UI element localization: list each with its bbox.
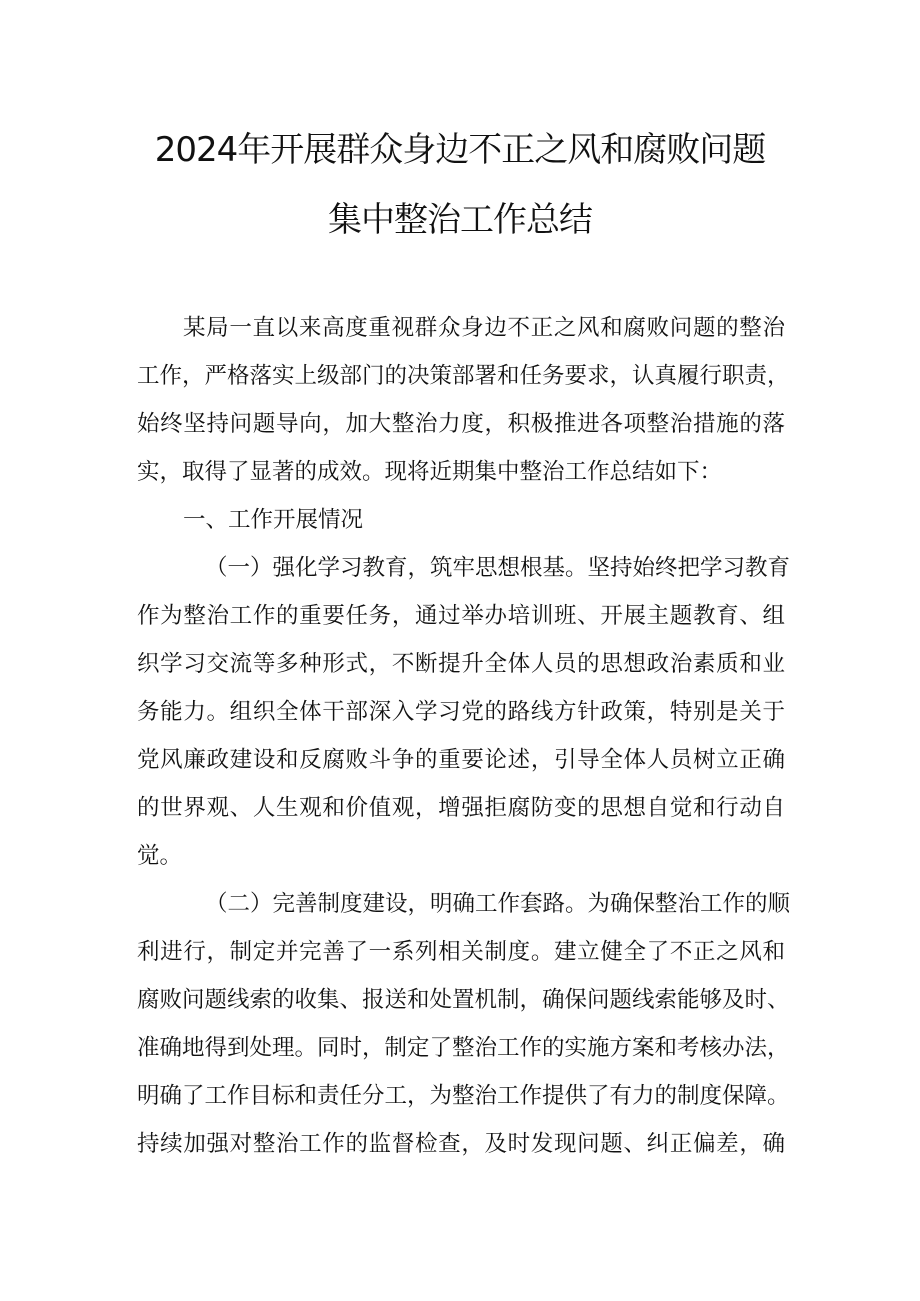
para1-line-6: 的世界观、人生观和价值观，增强拒腐防变的思想自觉和行动自 — [137, 795, 785, 821]
para1-line-5: 党风廉政建设和反腐败斗争的重要论述，引导全体人员树立正确 — [137, 747, 785, 773]
intro-line-2: 工作，严格落实上级部门的决策部署和任务要求，认真履行职责， — [137, 363, 790, 389]
para2-line-1: （二）完善制度建设，明确工作套路。为确保整治工作的顺 — [205, 891, 791, 917]
para2-line-4: 准确地得到处理。同时，制定了整治工作的实施方案和考核办法， — [137, 1035, 790, 1061]
section-heading: 一、工作开展情况 — [183, 507, 364, 533]
para2-line-2: 利进行，制定并完善了一系列相关制度。建立健全了不正之风和 — [137, 939, 785, 965]
para2-line-5: 明确了工作目标和责任分工，为整治工作提供了有力的制度保障。 — [137, 1083, 790, 1109]
para1-line-3: 织学习交流等多种形式，不断提升全体人员的思想政治素质和业 — [137, 651, 785, 677]
document-title-line-2: 集中整治工作总结 — [328, 200, 592, 240]
para1-line-4: 务能力。组织全体干部深入学习党的路线方针政策，特别是关于 — [137, 699, 785, 725]
para1-line-7: 觉。 — [137, 843, 183, 869]
intro-line-3: 始终坚持问题导向，加大整治力度，积极推进各项整治措施的落 — [137, 411, 785, 437]
para1-line-2: 作为整治工作的重要任务，通过举办培训班、开展主题教育、组 — [137, 603, 785, 629]
document-title-line-1: 2024年开展群众身边不正之风和腐败问题 — [154, 130, 766, 170]
intro-line-4: 实，取得了显著的成效。现将近期集中整治工作总结如下： — [137, 459, 723, 485]
para2-line-3: 腐败问题线索的收集、报送和处置机制，确保问题线索能够及时、 — [137, 987, 790, 1013]
intro-line-1: 某局一直以来高度重视群众身边不正之风和腐败问题的整治 — [183, 315, 785, 341]
para2-line-6: 持续加强对整治工作的监督检查，及时发现问题、纠正偏差，确 — [137, 1131, 785, 1157]
para1-line-1: （一）强化学习教育，筑牢思想根基。坚持始终把学习教育 — [205, 555, 791, 581]
